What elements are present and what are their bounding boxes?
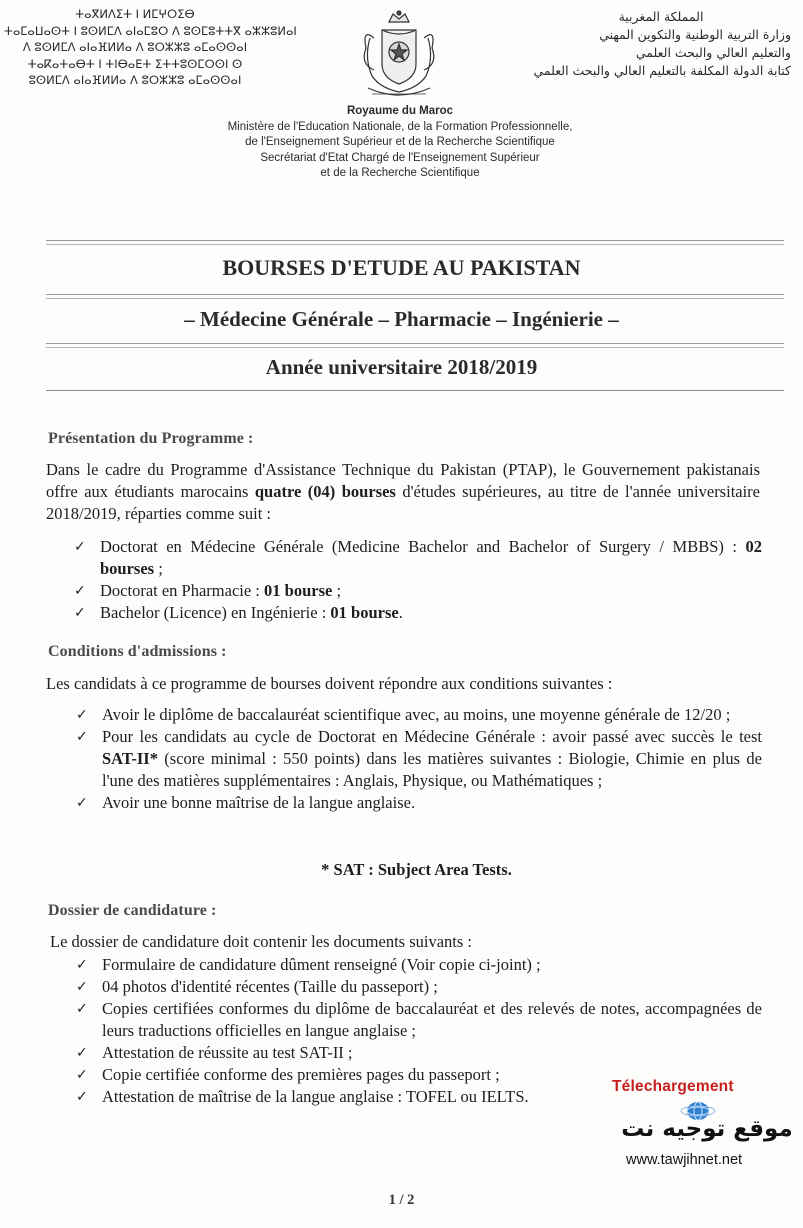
ministry-line: Secrétariat d'Etat Chargé de l'Enseignement Supérieur — [260, 151, 540, 164]
kingdom-name: Royaume du Maroc — [346, 105, 454, 117]
item-text: Doctorat en Médecine Générale (Medicine Bachelor and Bachelor of Surgery / MBBS) : — [100, 537, 746, 556]
item-end: ; — [154, 559, 163, 578]
scholarship-list — [74, 536, 762, 624]
list-item — [76, 976, 762, 998]
item-text: Copies certifiées conformes du diplôme de baccalauréat et des relevés de notes, accompagnées de leurs traductions officielles en langue anglaise ; — [102, 999, 762, 1040]
item-text: Formulaire de candidature dûment renseigné (Voir copie ci-joint) ; — [102, 955, 541, 974]
check-icon: ✓ — [76, 1001, 88, 1017]
fields-subtitle: – Médecine Générale – Pharmacie – Ingénierie – — [184, 307, 619, 331]
list-item — [76, 1042, 762, 1064]
item-bold: 01 bourse — [264, 581, 333, 600]
tifinagh-line: ⵜⴰⴳⵍⴷⵉⵜ ⵏ ⵍⵎⵖⵔⵉⴱ — [75, 7, 195, 21]
section-heading-conditions: Conditions d'admissions : — [48, 643, 227, 660]
conditions-list — [76, 704, 762, 814]
check-icon: ✓ — [76, 979, 88, 995]
check-icon: ✓ — [76, 1089, 88, 1105]
paragraph-bold: quatre (04) bourses — [254, 482, 396, 501]
item-text: Doctorat en Pharmacie : — [100, 581, 265, 600]
item-bold: SAT-II* — [102, 749, 158, 768]
item-text: Bachelor (Licence) en Ingénierie : — [100, 603, 331, 622]
divider — [46, 390, 784, 391]
arabic-header — [531, 8, 791, 80]
tifinagh-header — [4, 6, 297, 89]
academic-year: Année universitaire 2018/2019 — [265, 355, 538, 379]
royal-emblem-icon — [352, 8, 446, 104]
check-icon: ✓ — [74, 605, 86, 621]
paragraph-text: Dans le cadre du Programme d'Assistance Technique du Pakistan (PTAP), le Gouvernement pakistanais offre aux étudiants marocains — [46, 460, 760, 501]
item-text: Attestation de maîtrise de la langue anglaise : TOFEL ou IELTS. — [102, 1087, 529, 1106]
item-end: ; — [332, 581, 342, 600]
list-item — [74, 536, 762, 580]
presentation-paragraph — [46, 459, 760, 525]
tifinagh-line: ⵜⴰⵎⴰⵡⴰⵙⵜ ⵏ ⵓⵙⵍⵎⴷ ⴰⵏⴰⵎⵓⵔ ⴷ ⵓⵙⵎⵓⵜⵜⴳ ⴰⵣⵣⵓⵍⴰⵏ — [4, 23, 297, 38]
site-url-link[interactable]: www.tawjihnet.net — [626, 1152, 743, 1168]
ministry-line: et de la Recherche Scientifique — [320, 167, 480, 179]
conditions-intro: Les candidats à ce programme de bourses doivent répondre aux conditions suivantes : — [46, 674, 613, 693]
ministry-line: Ministère de l'Education Nationale, de la Formation Professionnelle, — [227, 120, 573, 133]
divider — [46, 343, 784, 348]
list-item — [76, 954, 762, 976]
item-text: 04 photos d'identité récentes (Taille du passeport) ; — [102, 977, 438, 996]
site-name-arabic[interactable]: موقع توجيه نت — [621, 1116, 793, 1142]
list-item — [76, 792, 762, 814]
arabic-line: والتعليم العالي والبحث العلمي — [635, 45, 791, 60]
check-icon: ✓ — [76, 1045, 88, 1061]
dossier-intro: Le dossier de candidature doit contenir les documents suivants : — [50, 932, 473, 951]
page-title: BOURSES D'ETUDE AU PAKISTAN — [222, 255, 581, 280]
list-item — [76, 998, 762, 1042]
ministry-header — [170, 104, 630, 182]
page-number: 1 / 2 — [388, 1192, 415, 1208]
item-text: Avoir une bonne maîtrise de la langue anglaise. — [102, 793, 416, 812]
sat-footnote: * SAT : Subject Area Tests. — [321, 860, 512, 879]
divider — [46, 294, 784, 299]
item-text: Pour les candidats au cycle de Doctorat en Médecine Générale : avoir passé avec succès le test — [102, 727, 762, 746]
check-icon: ✓ — [74, 539, 86, 555]
list-item — [76, 1086, 614, 1108]
tifinagh-line: ⴷ ⵓⵙⵍⵎⴷ ⴰⵏⴰⴼⵍⵍⴰ ⴷ ⵓⵔⵣⵣⵓ ⴰⵎⴰⵙⵙⴰⵏ — [22, 40, 248, 54]
tifinagh-line: ⵓⵙⵍⵎⴷ ⴰⵏⴰⴼⵍⵍⴰ ⴷ ⵓⵔⵣⵣⵓ ⴰⵎⴰⵙⵙⴰⵏ — [28, 73, 242, 87]
item-end: . — [398, 603, 403, 622]
item-text: (score minimal : 550 points) dans les matières suivantes : Biologie, Chimie en plus de l'une des matières supplémentaires : Anglais, Physique, ou Mathématiques ; — [102, 749, 762, 790]
check-icon: ✓ — [74, 583, 86, 599]
check-icon: ✓ — [76, 795, 88, 811]
check-icon: ✓ — [76, 1067, 88, 1083]
item-bold: 01 bourse — [330, 603, 399, 622]
item-text: Avoir le diplôme de baccalauréat scientifique avec, au moins, une moyenne générale de 12/20 ; — [102, 705, 731, 724]
list-item — [74, 602, 762, 624]
list-item — [74, 580, 762, 602]
check-icon: ✓ — [76, 707, 88, 723]
arabic-line: كتابة الدولة المكلفة بالتعليم العالي والبحث العلمي — [533, 63, 791, 78]
paragraph-text: d'études supérieures, au titre de l'année universitaire 2018/2019, réparties comme suit : — [46, 482, 760, 523]
download-watermark-label[interactable]: Télechargement — [612, 1078, 734, 1095]
item-text: Copie certifiée conforme des premières pages du passeport ; — [102, 1065, 500, 1084]
section-heading-dossier: Dossier de candidature : — [48, 902, 217, 919]
list-item — [76, 704, 762, 726]
check-icon: ✓ — [76, 957, 88, 973]
tifinagh-line: ⵜⴰⴽⴰⵜⴰⴱⵜ ⵏ ⵜⵏⴱⴰⴹⵜ ⵉⵜⵜⵓⵙⵎⵔⵙⵏ ⵙ — [27, 56, 243, 71]
item-bold: 02 bourses — [100, 537, 762, 578]
arabic-line: المملكة المغربية — [618, 9, 704, 24]
divider — [46, 240, 784, 245]
section-heading-presentation: Présentation du Programme : — [48, 430, 254, 447]
ministry-line: de l'Enseignement Supérieur et de la Recherche Scientifique — [245, 136, 555, 148]
arabic-line: وزارة التربية الوطنية والتكوين المهني — [599, 27, 791, 42]
check-icon: ✓ — [76, 729, 88, 745]
item-text: Attestation de réussite au test SAT-II ; — [102, 1043, 353, 1062]
list-item — [76, 726, 762, 792]
